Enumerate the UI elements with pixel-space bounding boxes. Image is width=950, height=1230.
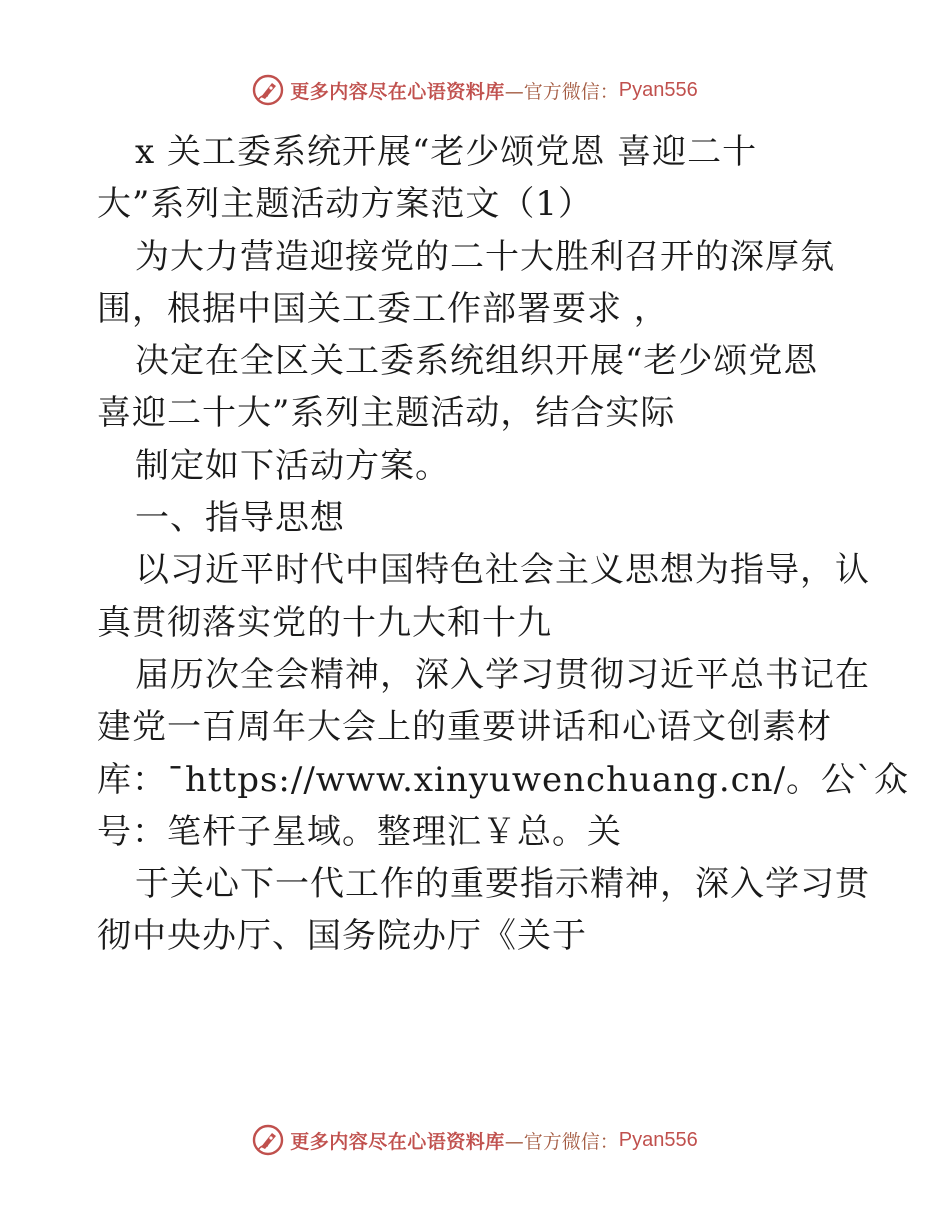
text-line: x 关工委系统开展“老少颂党恩 喜迎二十 — [135, 132, 758, 172]
text-line: 以习近平时代中国特色社会主义思想为指导，认 — [135, 550, 870, 591]
pen-nib-circle-icon — [252, 74, 284, 106]
text-line: 库：¯https://www.xinyuwenchuang.cn/。公`众 — [97, 759, 910, 800]
banner-wechat-id: Pyan556 — [618, 78, 698, 101]
banner-title: 更多内容尽在心语资料库 — [290, 1130, 505, 1153]
text-line: 彻中央办厅、国务院办厅《关于 — [97, 916, 587, 957]
text-line: 真贯彻落实党的十九大和十九 — [97, 602, 552, 643]
text-line: 一、指导思想 — [135, 498, 345, 539]
text-line: 届历次全会精神，深入学习贯彻习近平总书记在 — [135, 654, 870, 695]
header-watermark-banner — [0, 70, 950, 110]
text-line: 为大力营造迎接党的二十大胜利召开的深厚氛 — [135, 236, 835, 277]
banner-dash-label: —官方微信： — [504, 1130, 619, 1153]
banner-wechat-id: Pyan556 — [618, 1128, 698, 1151]
text-line: 围，根据中国关工委工作部署要求 ， — [97, 288, 669, 329]
banner-title: 更多内容尽在心语资料库 — [290, 80, 505, 103]
banner-dash-label: —官方微信： — [504, 80, 619, 103]
document-body — [97, 126, 910, 963]
text-line: 号：笔杆子星域。整理汇￥总。关 — [97, 811, 622, 852]
text-line: 喜迎二十大”系列主题活动，结合实际 — [97, 393, 676, 434]
footer-watermark-banner — [0, 1120, 950, 1160]
text-line: 制定如下活动方案。 — [135, 445, 450, 486]
text-line: 于关心下一代工作的重要指示精神，深入学习贯 — [135, 864, 870, 905]
pen-nib-circle-icon — [252, 1124, 284, 1156]
text-line: 决定在全区关工委系统组织开展“老少颂党恩 — [135, 341, 819, 382]
text-line: 建党一百周年大会上的重要讲话和心语文创素材 — [97, 707, 832, 748]
text-line: 大”系列主题活动方案范文（1） — [97, 184, 594, 225]
